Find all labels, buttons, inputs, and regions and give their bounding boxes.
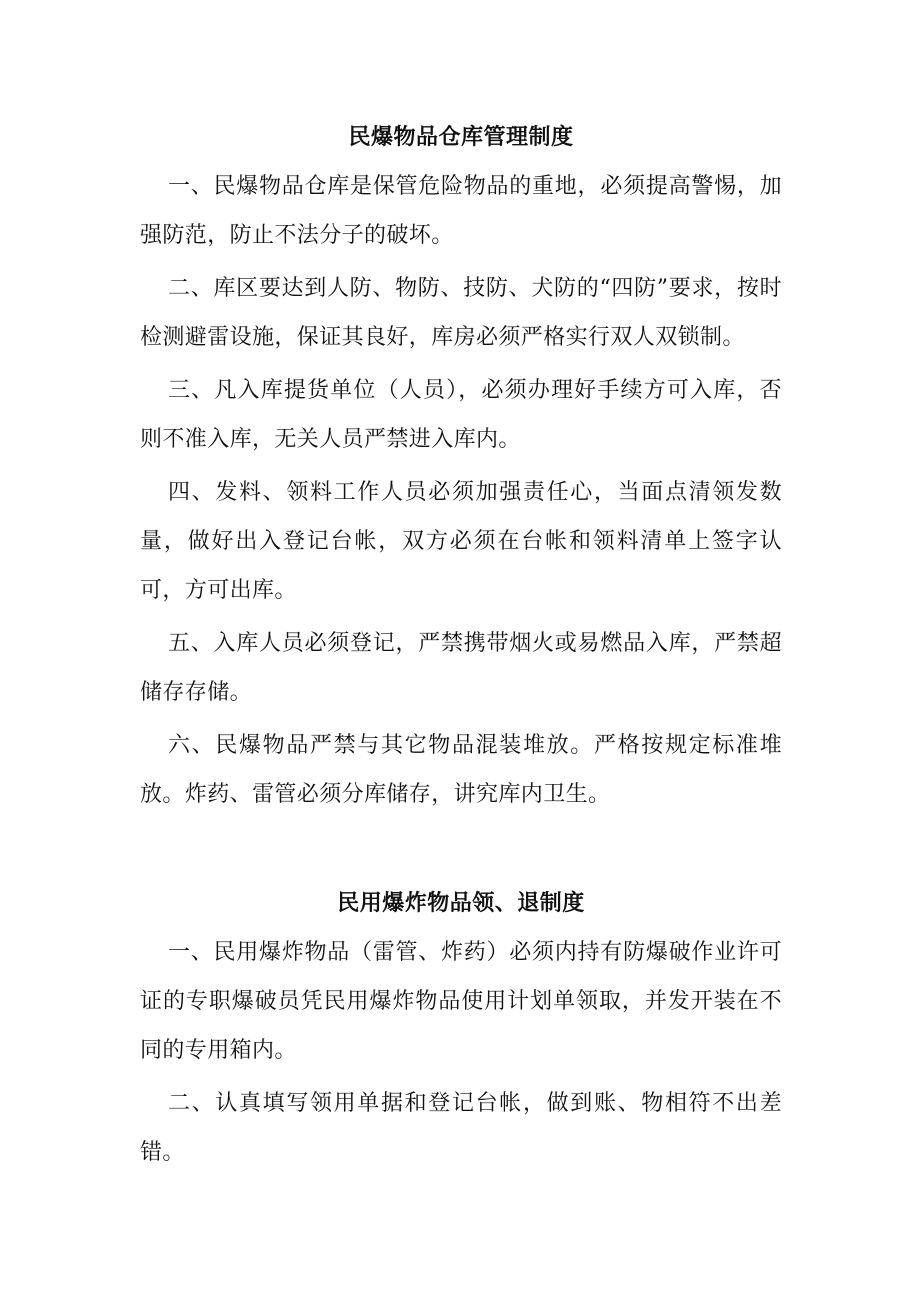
paragraph-3: 三、凡入库提货单位（人员），必须办理好手续方可入库，否则不准入库，无关人员严禁进入库内。 bbox=[140, 378, 782, 452]
paragraph-1: 一、民爆物品仓库是保管危险物品的重地，必须提高警惕，加强防范，防止不法分子的破坏。 bbox=[140, 174, 782, 248]
section-collection-return bbox=[140, 884, 782, 1181]
section-title: 民爆物品仓库管理制度 bbox=[348, 125, 574, 150]
paragraph-4: 四、发料、领料工作人员必须加强责任心，当面点清领发数量，做好出入登记台帐，双方必须在台帐和领料清单上签字认可，方可出库。 bbox=[140, 480, 782, 603]
paragraph-2: 二、认真填写领用单据和登记台帐，做到账、物相符不出差错。 bbox=[140, 1091, 782, 1165]
paragraph-2: 二、库区要达到人防、物防、技防、犬防的“四防”要求，按时检测避雷设施，保证其良好，库房必须严格实行双人双锁制。 bbox=[140, 276, 782, 350]
paragraph-6: 六、民爆物品严禁与其它物品混装堆放。严格按规定标准堆放。炸药、雷管必须分库储存，讲究库内卫生。 bbox=[140, 733, 782, 807]
paragraph-5: 五、入库人员必须登记，严禁携带烟火或易燃品入库，严禁超储存存储。 bbox=[140, 631, 782, 705]
section-warehouse-management bbox=[140, 118, 782, 823]
section-title: 民用爆炸物品领、退制度 bbox=[337, 891, 585, 916]
paragraph-1: 一、民用爆炸物品（雷管、炸药）必须内持有防爆破作业许可证的专职爆破员凭民用爆炸物品使用计划单领取，并发开装在不同的专用箱内。 bbox=[140, 940, 782, 1063]
